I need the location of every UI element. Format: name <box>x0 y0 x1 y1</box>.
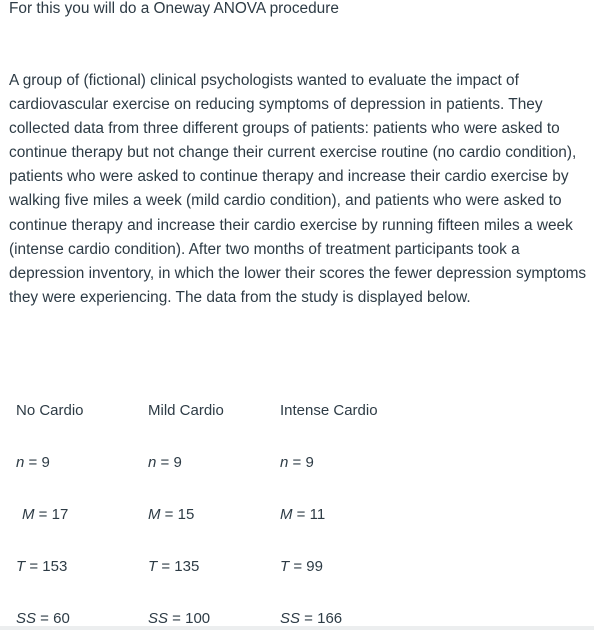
group-names-row <box>7 384 412 436</box>
n-intense-cardio: n = 9 <box>280 453 314 471</box>
mean-intense-cardio: M = 11 <box>280 505 326 523</box>
sample-size-row <box>7 436 412 488</box>
group-name-intense-cardio: Intense Cardio <box>280 401 378 419</box>
page-heading: For this you will do a Oneway ANOVA procedure <box>9 0 339 17</box>
n-no-cardio: n = 9 <box>16 453 50 471</box>
sum-of-squares-row <box>7 592 412 644</box>
study-description: A group of (fictional) clinical psychologists wanted to evaluate the impact of cardiovascular exercise on reducing symptoms of depression in patients. They collected data from three different groups of patients: patients who were asked to continue therapy but not change their current exercise routine (no cardio condition), patients who were asked to continue therapy and increase their cardio exercise by walking five miles a week (mild cardio condition), and patients who were asked to continue therapy and increase their cardio exercise by running fifteen miles a week (intense cardio condition). After two months of treatment participants took a depression inventory, in which the lower their scores the fewer depression symptoms they were experiencing. The data from the study is displayed below. <box>9 72 587 306</box>
mean-row <box>7 488 412 540</box>
ss-mild-cardio: SS = 100 <box>148 609 211 627</box>
total-intense-cardio: T = 99 <box>280 557 323 575</box>
total-mild-cardio: T = 135 <box>148 557 200 575</box>
total-no-cardio: T = 153 <box>16 557 68 575</box>
bottom-divider <box>0 626 594 630</box>
total-row <box>7 540 412 592</box>
mean-mild-cardio: M = 15 <box>148 505 195 523</box>
n-mild-cardio: n = 9 <box>148 453 182 471</box>
ss-intense-cardio: SS = 166 <box>280 609 343 627</box>
group-statistics-table <box>7 384 412 644</box>
group-name-mild-cardio: Mild Cardio <box>148 401 224 419</box>
ss-no-cardio: SS = 60 <box>16 609 70 627</box>
group-name-no-cardio: No Cardio <box>16 401 84 419</box>
mean-no-cardio: M = 17 <box>22 505 69 523</box>
